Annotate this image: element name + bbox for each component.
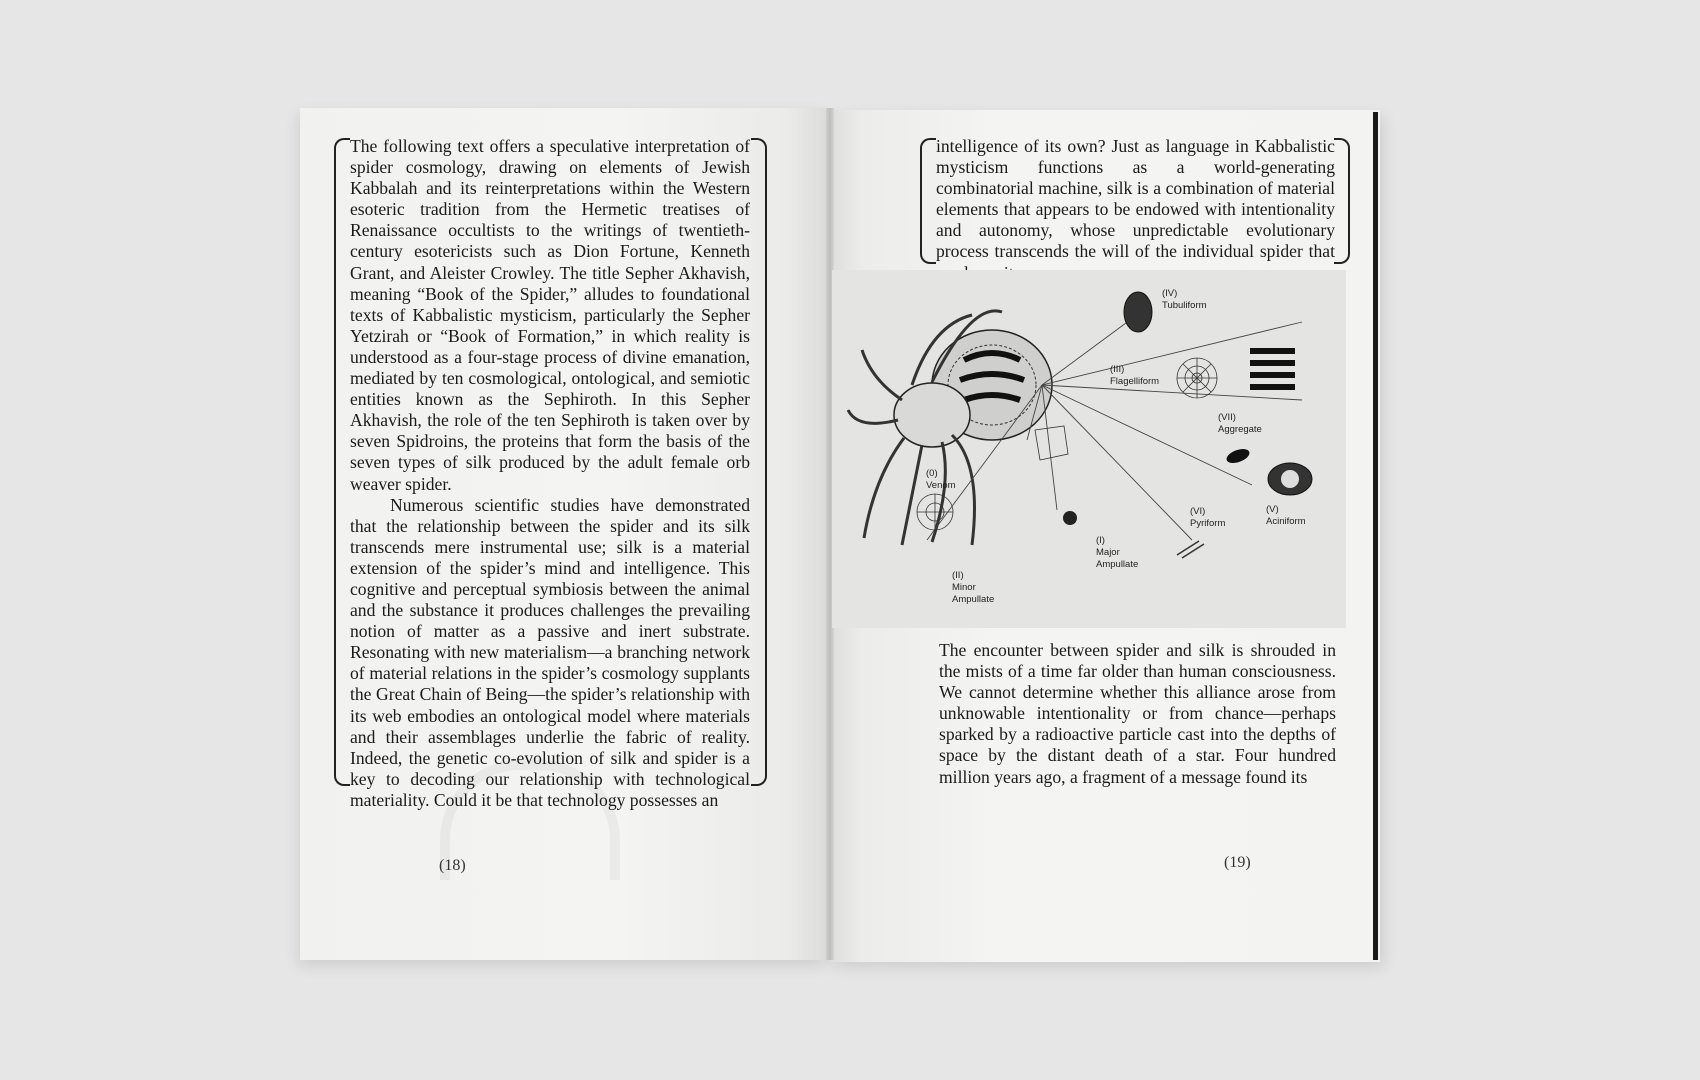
left-page-number: (18) xyxy=(439,857,466,874)
label-major-ampullate: (I) Major Ampullate xyxy=(1096,535,1139,570)
left-paragraph-1: The following text offers a speculative interpretation of spider cosmology, drawing on elements of Jewish Kabbalah and its reinterpretations within the Western esoteric tradition from the Hermetic treatises of Renaissance occultists to the writings of twentieth-century esotericists such as Dion Fortune, Kenneth Grant, and Aleister Crowley. The title Sepher Akhavish, meaning “Book of the Spider,” alludes to foundational texts of Kabbalistic mysticism, particularly the Sepher Yetzirah or “Book of Formation,” in which reality is understood as a four-stage process of divine emanation, mediated by ten cosmological, ontological, and semiotic entities known as the Sephiroth. In this Sepher Akhavish, the role of the ten Sephiroth is taken over by seven Spidroins, the proteins that form the basis of the seven types of silk produced by the adult female orb weaver spider. xyxy=(350,136,750,494)
page-edge xyxy=(1373,112,1378,960)
aggregate-droplets xyxy=(1250,348,1295,390)
right-page-number: (19) xyxy=(1224,854,1251,871)
label-aciniform: (V) Aciniform xyxy=(1266,504,1306,527)
spider-silk-diagram xyxy=(832,270,1346,628)
label-flagelliform: (III) Flagelliform xyxy=(1110,364,1160,387)
left-bracket-open xyxy=(334,138,350,786)
label-venom: (0) Venom xyxy=(926,468,956,491)
tubuliform-egg xyxy=(1124,292,1152,332)
flagelliform-web xyxy=(1177,358,1217,398)
spider-illustration xyxy=(848,311,1052,545)
label-pyriform: (VI) Pyriform xyxy=(1190,506,1226,529)
right-bracket-close xyxy=(1334,138,1350,264)
label-aggregate: (VII) Aggregate xyxy=(1218,412,1262,435)
right-paragraph-bottom: The encounter between spider and silk is shrouded in the mists of a time far older than human consciousness. We cannot determine whether this alliance arose from unknowable intentionality or from chance—perhaps sparked by a radioactive particle cast into the depths of space by the distant death of a star. Four hundred million years ago, a fragment of a message found its xyxy=(939,640,1336,787)
right-bottom-text xyxy=(939,640,1336,788)
minor-ampullate-web xyxy=(917,494,953,530)
web-frame xyxy=(1035,426,1068,460)
left-page-text xyxy=(350,136,750,811)
left-paragraph-2: Numerous scientific studies have demonstrated that the relationship between the spider and its silk transcends mere instrumental use; silk is a material extension of the spider’s mind and intelligence. This cognitive and perceptual symbiosis between the animal and the substance it produces challenges the prevailing notion of matter as a passive and inert substrate. Resonating with new materialism—a branching network of material relations in the spider’s cosmology supplants the Great Chain of Being—the spider’s relationship with its web embodies an ontological model where materials and their assemblages underlie the fabric of reality. Indeed, the genetic co-evolution of silk and spider is a key to decoding our relationship with technological materiality. Could it be that technology possesses an xyxy=(350,494,750,810)
label-tubuliform: (IV) Tubuliform xyxy=(1162,288,1207,311)
wrapped-insect xyxy=(1225,446,1252,465)
left-bracket-close xyxy=(751,138,767,786)
right-top-text xyxy=(936,136,1335,284)
label-minor-ampullate: (II) Minor Ampullate xyxy=(952,570,995,605)
right-paragraph-top: intelligence of its own? Just as language in Kabbalistic mysticism functions as a world-generating combinatorial machine, silk is a combination of material elements that appears to be endowed with intentionality and autonomy, whose unpredictable evolutionary process transcends the will of the individual spider that xyxy=(936,136,1335,262)
pyriform-anchor xyxy=(1177,541,1204,558)
hanging-spider xyxy=(1063,511,1077,525)
silk-glands-figure xyxy=(832,270,1346,628)
right-bracket-open xyxy=(920,138,936,264)
